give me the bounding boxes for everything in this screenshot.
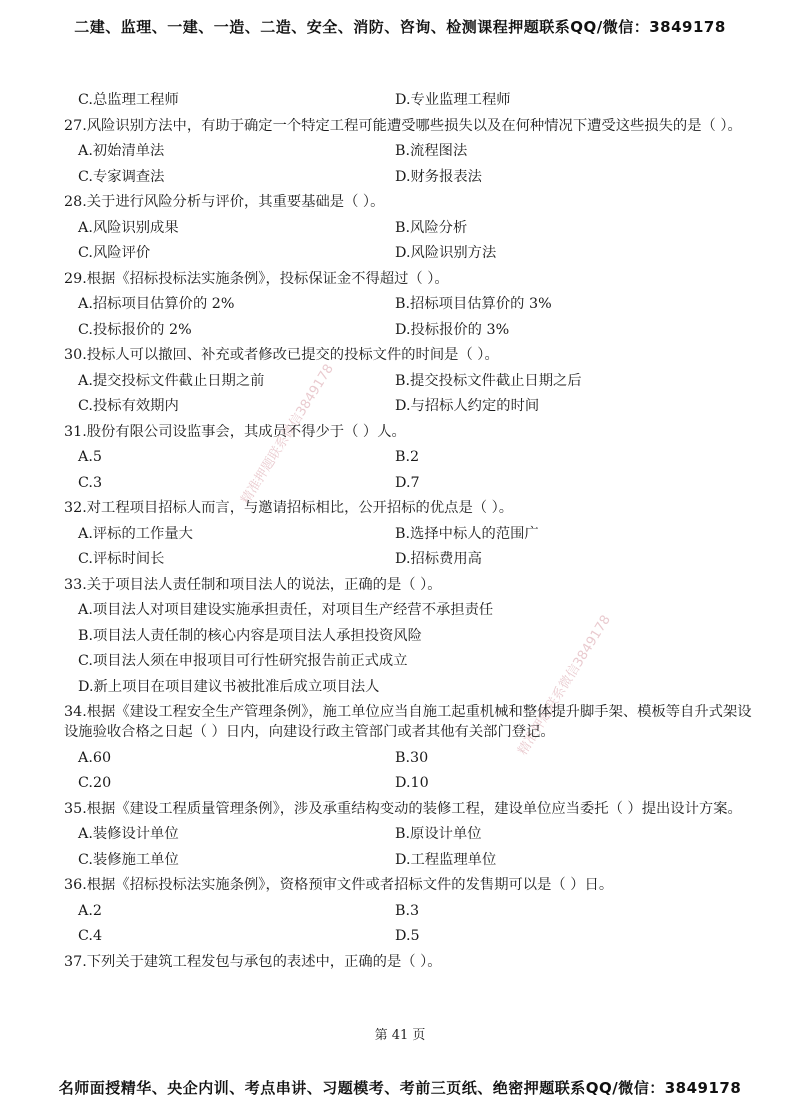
watermark-1: 精准押题联系微信3849178 — [238, 361, 337, 508]
question-33: 33.关于项目法人责任制和项目法人的说法，正确的是（ ）。 — [64, 576, 442, 593]
question-29: 29.根据《招标投标法实施条例》，投标保证金不得超过（ ）。 — [64, 270, 449, 287]
option-d: D.风险识别方法 — [395, 245, 497, 261]
option-b: B.选择中标人的范围广 — [395, 525, 539, 542]
option-d: D.新上项目在项目建议书被批准后成立项目法人 — [78, 678, 380, 695]
option-a: A.5 — [78, 449, 102, 465]
question-32: 32.对工程项目招标人而言，与邀请招标相比，公开招标的优点是（ ）。 — [64, 500, 514, 516]
watermark-2: 精准押题联系微信3849178 — [515, 612, 614, 759]
option-row — [64, 90, 754, 110]
option-d: D.财务报表法 — [395, 168, 482, 185]
option-row — [64, 141, 754, 161]
option-a: A.60 — [78, 749, 112, 766]
option-d: D.10 — [395, 775, 429, 791]
option-c: C.装修施工单位 — [78, 851, 179, 868]
page-number: 第 41 页 — [374, 1028, 426, 1043]
option-row — [64, 473, 754, 493]
page-footer: 名师面授精华、央企内训、考点串讲、习题模考、考前三页纸、绝密押题联系QQ/微信：3849178 — [58, 1079, 742, 1097]
option-c: C.项目法人须在申报项目可行性研究报告前正式成立 — [78, 653, 408, 669]
option-c: C.专家调查法 — [78, 168, 165, 185]
option-a: A.初始清单法 — [78, 143, 165, 159]
option-d: D.招标费用高 — [395, 551, 482, 567]
option-b: B.3 — [395, 902, 420, 919]
option-b: B.项目法人责任制的核心内容是项目法人承担投资风险 — [78, 627, 422, 644]
option-b: B.招标项目估算价的 3% — [395, 296, 552, 312]
option-row — [64, 524, 754, 544]
option-row — [64, 901, 754, 921]
question-27: 27.风险识别方法中，有助于确定一个特定工程可能遭受哪些损失以及在何种情况下遭受这些损失的是（ ）。 — [64, 117, 742, 134]
option-row — [64, 218, 754, 238]
option-b: B.流程图法 — [395, 143, 468, 159]
option-c: C.风险评价 — [78, 245, 151, 261]
option-c: C.评标时间长 — [78, 551, 165, 567]
option-a: A.装修设计单位 — [78, 826, 179, 842]
page-header: 二建、监理、一建、一造、二造、安全、消防、咨询、检测课程押题联系QQ/微信：3849178 — [74, 18, 726, 36]
option-a: A.评标的工作量大 — [78, 525, 193, 542]
option-c: C.投标有效期内 — [78, 398, 179, 414]
option-a: A.项目法人对项目建设实施承担责任，对项目生产经营不承担责任 — [78, 602, 494, 618]
option-row — [64, 243, 754, 263]
option-row — [64, 371, 754, 391]
option-row — [64, 773, 754, 793]
option-b: B.2 — [395, 449, 420, 465]
option-d: D.与招标人约定的时间 — [395, 398, 540, 414]
option-a: A.招标项目估算价的 2% — [78, 296, 235, 312]
option-d: D.投标报价的 3% — [395, 321, 510, 338]
option-row — [64, 824, 754, 844]
option-row — [64, 294, 754, 314]
question-37: 37.下列关于建筑工程发包与承包的表述中，正确的是（ ）。 — [64, 953, 442, 970]
option-row — [64, 926, 754, 946]
option-row — [64, 167, 754, 187]
question-list — [64, 90, 754, 972]
option-a: A.提交投标文件截止日期之前 — [78, 372, 265, 389]
option-b: B.30 — [395, 749, 429, 766]
option-c: C.3 — [78, 474, 103, 491]
option-c: C.20 — [78, 775, 112, 791]
option-a: A.2 — [78, 902, 102, 919]
question-34: 34.根据《建设工程安全生产管理条例》，施工单位应当自施工起重机械和整体提升脚手架、模板等自升式架设设施验收合格之日起（ ）日内，向建设行政主管部门或者其他有关部门登记。 — [64, 704, 752, 740]
option-d: D.7 — [395, 474, 420, 491]
option-c: C.4 — [78, 928, 103, 944]
option-row — [64, 549, 754, 569]
option-b: B.风险分析 — [395, 219, 468, 236]
question-35: 35.根据《建设工程质量管理条例》，涉及承重结构变动的装修工程，建设单位应当委托（ ）提出设计方案。 — [64, 800, 742, 817]
option-c: C.投标报价的 2% — [78, 321, 192, 338]
option-b: B.提交投标文件截止日期之后 — [395, 372, 582, 389]
option-row — [64, 320, 754, 340]
option-row — [64, 396, 754, 416]
question-30: 30.投标人可以撤回、补充或者修改已提交的投标文件的时间是（ ）。 — [64, 347, 499, 363]
option-b: B.原设计单位 — [395, 826, 482, 842]
question-31: 31.股份有限公司设监事会，其成员不得少于（ ）人。 — [64, 423, 406, 440]
option-d: D.5 — [395, 928, 420, 944]
option-c: C.总监理工程师 — [78, 92, 179, 108]
option-row — [64, 748, 754, 768]
question-28: 28.关于进行风险分析与评价，其重要基础是（ ）。 — [64, 194, 385, 210]
option-row — [64, 850, 754, 870]
option-d: D.工程监理单位 — [395, 851, 497, 868]
question-36: 36.根据《招标投标法实施条例》，资格预审文件或者招标文件的发售期可以是（ ）日。 — [64, 877, 614, 893]
option-d: D.专业监理工程师 — [395, 92, 511, 108]
option-row — [64, 447, 754, 467]
option-a: A.风险识别成果 — [78, 219, 179, 236]
